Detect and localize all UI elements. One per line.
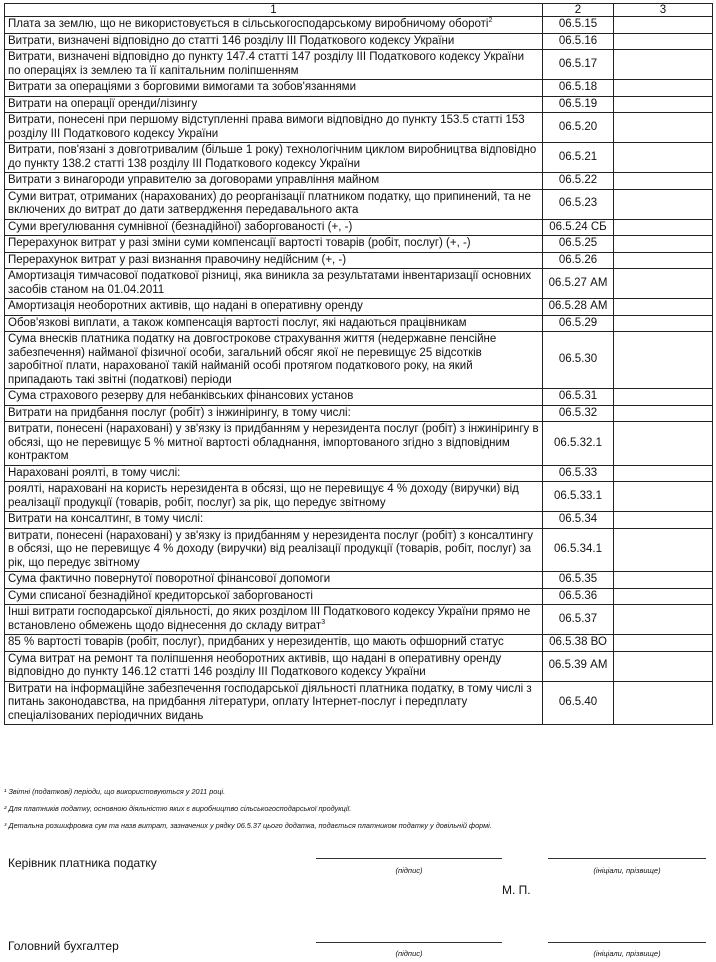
- row-amount-cell[interactable]: [614, 252, 713, 269]
- row-amount-cell[interactable]: [614, 96, 713, 113]
- footnote-ref: 2: [488, 17, 493, 25]
- row-code: 06.5.18: [543, 80, 614, 97]
- table-row: [5, 269, 713, 299]
- row-description: [5, 422, 543, 466]
- row-amount-cell[interactable]: [614, 389, 713, 406]
- row-code: 06.5.15: [543, 17, 614, 34]
- row-code: 06.5.23: [543, 189, 614, 219]
- row-code: 06.5.32: [543, 405, 614, 422]
- row-code: 06.5.17: [543, 50, 614, 80]
- row-amount-cell[interactable]: [614, 512, 713, 529]
- row-description: [5, 143, 543, 173]
- row-amount-cell[interactable]: [614, 236, 713, 253]
- head-signature-caption: (підпис): [395, 866, 423, 875]
- table-row: [5, 422, 713, 466]
- row-amount-cell[interactable]: [614, 422, 713, 466]
- row-amount-cell[interactable]: [614, 189, 713, 219]
- row-amount-cell[interactable]: [614, 17, 713, 34]
- row-code: 06.5.39 АМ: [543, 651, 614, 681]
- row-code: 06.5.20: [543, 113, 614, 143]
- row-code: 06.5.40: [543, 681, 614, 725]
- table-row: [5, 50, 713, 80]
- row-description: [5, 189, 543, 219]
- row-text: Перерахунок витрат у разі зміни суми компенсації вартості товарів (робіт, послуг) (+, -): [8, 237, 471, 249]
- table-row: [5, 173, 713, 190]
- row-text: Витрати на придбання послуг (робіт) з інжинірингу, в тому числі:: [8, 406, 351, 419]
- row-description: [5, 219, 543, 236]
- row-code: 06.5.26: [543, 252, 614, 269]
- footnotes: [4, 787, 712, 838]
- head-name-caption: (ініціали, прізвище): [593, 866, 661, 875]
- row-description: [5, 588, 543, 605]
- row-text: Інші витрати господарської діяльності, до яких розділом III Податкового кодексу України прямо не встановлено обмежень щодо віднесення до складу витрат: [8, 606, 531, 632]
- table-row: [5, 528, 713, 572]
- row-description: [5, 173, 543, 190]
- accountant-name-line[interactable]: [548, 942, 706, 943]
- row-amount-cell[interactable]: [614, 405, 713, 422]
- table-row: [5, 405, 713, 422]
- row-code: 06.5.25: [543, 236, 614, 253]
- row-text: Суми витрат, отриманих (нарахованих) до реорганізації платником податку, що припинений, та не включених до витрат до дати затвердження передавального акта: [8, 190, 531, 216]
- stamp-place: М. П.: [502, 883, 531, 897]
- footnote-2: ² Для платників податку, основною діяльністю яких є виробництво сільськогосподарської продукції.: [4, 804, 352, 813]
- row-text: витрати, понесені (нараховані) у зв'язку із придбанням у нерезидента послуг (робіт) з консалтингу в обсязі, що не перевищує 4 % доходу (виручки) від реалізації продукції (товарів, робіт, послуг) за рік, що передує звітному: [8, 529, 533, 569]
- row-text: Плата за землю, що не використовується в сільськогосподарському виробничому обороті: [8, 18, 489, 30]
- row-amount-cell[interactable]: [614, 299, 713, 316]
- row-text: Витрати, визначені відповідно до пункту 147.4 статті 147 розділу III Податкового кодексу України по операціях із землею та її капітальним поліпшенням: [8, 51, 525, 77]
- row-description: [5, 651, 543, 681]
- row-text: Сума фактично повернутої поворотної фінансової допомоги: [8, 573, 331, 585]
- row-amount-cell[interactable]: [614, 173, 713, 190]
- row-code: 06.5.33.1: [543, 482, 614, 512]
- row-code: 06.5.37: [543, 605, 614, 635]
- table-row: [5, 605, 713, 635]
- row-description: [5, 572, 543, 589]
- accountant-signature-caption: (підпис): [395, 949, 423, 958]
- row-code: 06.5.30: [543, 332, 614, 389]
- table-row: [5, 588, 713, 605]
- row-text: Витрати на інформаційне забезпечення господарської діяльності платника податку, в тому числі з питань законодавства, на придбання літератури, оплату Інтернет-послуг і передплату спеціалізованих періодичних видань: [8, 682, 532, 722]
- row-code: 06.5.29: [543, 315, 614, 332]
- row-code: 06.5.22: [543, 173, 614, 190]
- header-col-3: 3: [614, 4, 713, 17]
- table-row: [5, 681, 713, 725]
- accountant-name-caption: (ініціали, прізвище): [593, 949, 661, 958]
- table-row: [5, 17, 713, 34]
- row-code: 06.5.31: [543, 389, 614, 406]
- row-text: Обов'язкові виплати, а також компенсація вартості послуг, які надаються працівникам: [8, 316, 467, 329]
- row-amount-cell[interactable]: [614, 605, 713, 635]
- row-text: витрати, понесені (нараховані) у зв'язку із придбанням у нерезидента послуг (робіт) з інжинірингу в обсязі, що не перевищує 5 % митної вартості обладнання, імпортованого згідно з відповідним контрактом: [8, 423, 539, 462]
- row-code: 06.5.27 АМ: [543, 269, 614, 299]
- table-row: [5, 143, 713, 173]
- row-description: [5, 528, 543, 572]
- table-row: [5, 96, 713, 113]
- row-description: [5, 113, 543, 143]
- row-code: 06.5.36: [543, 588, 614, 605]
- accountant-signature-line[interactable]: [316, 942, 502, 943]
- row-amount-cell[interactable]: [614, 80, 713, 97]
- row-description: [5, 33, 543, 50]
- row-code: 06.5.21: [543, 143, 614, 173]
- row-description: [5, 389, 543, 406]
- table-row: [5, 389, 713, 406]
- row-text: Суми списаної безнадійної кредиторської заборгованості: [8, 589, 313, 602]
- table-row: [5, 465, 713, 482]
- table-row: [5, 651, 713, 681]
- table-row: [5, 572, 713, 589]
- row-description: [5, 635, 543, 652]
- table-row: [5, 332, 713, 389]
- row-code: 06.5.38 ВО: [543, 635, 614, 652]
- row-description: [5, 269, 543, 299]
- row-description: [5, 681, 543, 725]
- table-row: [5, 113, 713, 143]
- table-row: [5, 252, 713, 269]
- row-description: [5, 332, 543, 389]
- row-code: 06.5.28 АМ: [543, 299, 614, 316]
- row-code: 06.5.35: [543, 572, 614, 589]
- row-amount-cell[interactable]: [614, 315, 713, 332]
- row-amount-cell[interactable]: [614, 651, 713, 681]
- row-code: 06.5.24 СБ: [543, 219, 614, 236]
- row-text: Витрати, понесені при першому відступленні права вимоги відповідно до пункту 153.5 статті 153 розділу III Податкового кодексу України: [8, 114, 525, 140]
- row-text: 85 % вартості товарів (робіт, послуг), придбаних у нерезидентів, що мають офшорний статус: [8, 636, 504, 648]
- row-code: 06.5.34: [543, 512, 614, 529]
- row-text: Амортизація тимчасової податкової різниці, яка виникла за результатами інвентаризації основних засобів станом на 01.04.2011: [8, 270, 532, 296]
- row-amount-cell[interactable]: [614, 588, 713, 605]
- row-text: Витрати, пов'язані з довготривалим (більше 1 року) технологічним циклом виробництва відповідно до пункту 138.2 статті 138 розділу III Податкового кодексу України: [8, 144, 537, 170]
- row-amount-cell[interactable]: [614, 465, 713, 482]
- table-row: [5, 635, 713, 652]
- head-label: Керівник платника податку: [8, 856, 157, 870]
- row-description: [5, 605, 543, 635]
- row-text: Витрати за операціями з борговими вимогами та зобов'язаннями: [8, 81, 357, 93]
- row-amount-cell[interactable]: [614, 269, 713, 299]
- table-row: [5, 219, 713, 236]
- row-amount-cell[interactable]: [614, 113, 713, 143]
- row-amount-cell[interactable]: [614, 332, 713, 389]
- row-text: Амортизація необоротних активів, що надані в оперативну оренду: [8, 300, 363, 312]
- row-description: [5, 512, 543, 529]
- table-row: [5, 315, 713, 332]
- row-text: Витрати, визначені відповідно до статті 146 розділу III Податкового кодексу України: [8, 34, 455, 47]
- row-description: [5, 315, 543, 332]
- row-text: Перерахунок витрат у разі визнання правочину недійсним (+, -): [8, 253, 347, 266]
- row-amount-cell[interactable]: [614, 635, 713, 652]
- row-text: Витрати з винагороди управителю за договорами управління майном: [8, 174, 380, 186]
- row-text: роялті, нараховані на користь нерезидента в обсязі, що не перевищує 4 % доходу (виручки) від реалізації продукції (товарів, робіт, послуг) за рік, що передує звітному: [8, 483, 519, 509]
- row-amount-cell[interactable]: [614, 143, 713, 173]
- table-row: [5, 80, 713, 97]
- row-amount-cell[interactable]: [614, 50, 713, 80]
- head-name-line[interactable]: [548, 858, 706, 859]
- table-row: [5, 189, 713, 219]
- row-text: Витрати на операції оренди/лізингу: [8, 97, 198, 110]
- row-text: Суми врегулювання сумнівної (безнадійної) заборгованості (+, -): [8, 220, 353, 233]
- row-description: [5, 96, 543, 113]
- table-header-row: [5, 4, 713, 17]
- row-description: [5, 299, 543, 316]
- row-description: [5, 236, 543, 253]
- row-amount-cell[interactable]: [614, 219, 713, 236]
- row-text: Витрати на консалтинг, в тому числі:: [8, 513, 204, 525]
- table-row: [5, 236, 713, 253]
- row-description: [5, 482, 543, 512]
- row-description: [5, 17, 543, 34]
- row-description: [5, 50, 543, 80]
- row-code: 06.5.19: [543, 96, 614, 113]
- row-amount-cell[interactable]: [614, 482, 713, 512]
- table-row: [5, 299, 713, 316]
- row-text: Сума внесків платника податку на довгострокове страхування життя (недержавне пенсійне забезпечення) найманої фізичної особи, загальний обсяг якої не перевищує 25 відсотків заробітної плати, нарахованої такій найманій особі протягом податкового року, на який припадають такі звітні (податкові) періоди: [8, 333, 497, 386]
- row-amount-cell[interactable]: [614, 33, 713, 50]
- row-description: [5, 465, 543, 482]
- row-code: 06.5.16: [543, 33, 614, 50]
- table-row: [5, 512, 713, 529]
- row-text: Сума витрат на ремонт та поліпшення необоротних активів, що надані в оперативну оренду відповідно до пункту 146.12 статті 146 розділу III Податкового кодексу України: [8, 652, 502, 678]
- footnote-3: ³ Детальна розшифровка сум та назв витрат, зазначених у рядку 06.5.37 цього додатка, подається платником податку у довільній формі.: [4, 821, 492, 830]
- row-description: [5, 252, 543, 269]
- row-amount-cell[interactable]: [614, 681, 713, 725]
- footnote-ref: 3: [321, 618, 326, 626]
- table-row: [5, 482, 713, 512]
- header-col-2: 2: [543, 4, 614, 17]
- row-code: 06.5.33: [543, 465, 614, 482]
- row-text: Нараховані роялті, в тому числі:: [8, 466, 181, 479]
- row-amount-cell[interactable]: [614, 528, 713, 572]
- header-col-1: 1: [5, 4, 543, 17]
- row-amount-cell[interactable]: [614, 572, 713, 589]
- row-code: 06.5.34.1: [543, 528, 614, 572]
- row-code: 06.5.32.1: [543, 422, 614, 466]
- row-description: [5, 405, 543, 422]
- row-description: [5, 80, 543, 97]
- footnote-1: ¹ Звітні (податкові) періоди, що використовуються у 2011 році.: [4, 787, 226, 796]
- accountant-label: Головний бухгалтер: [8, 939, 119, 953]
- row-text: Сума страхового резерву для небанківських фінансових установ: [8, 390, 354, 402]
- table-row: [5, 33, 713, 50]
- head-signature-line[interactable]: [316, 858, 502, 859]
- expenses-table: [4, 3, 713, 725]
